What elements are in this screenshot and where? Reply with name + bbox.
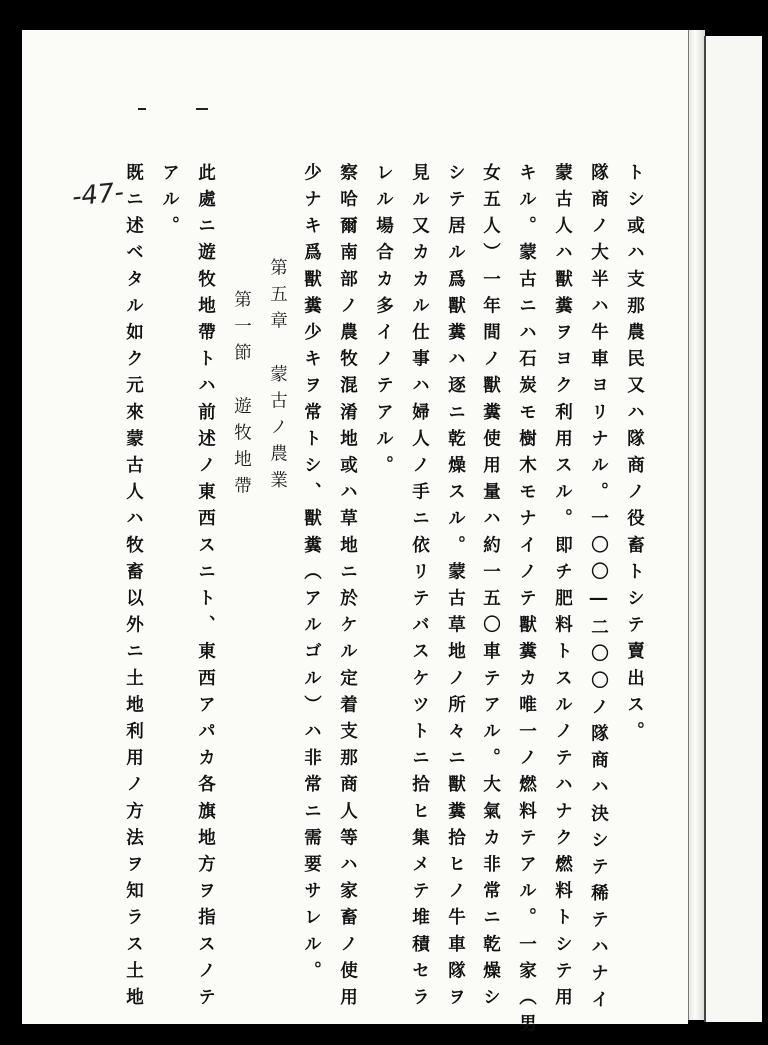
scan-mark bbox=[138, 108, 146, 110]
text-column-14: アル。 bbox=[159, 163, 180, 243]
text-column-10: 少ナキ爲獸糞少キヲ常トシ、獸糞（アルゴル）ハ非常ニ需要サレル。 bbox=[301, 163, 322, 988]
text-column-6: シテ居ル爲獸糞ハ逐ニ乾燥スル。蒙古草地ノ所々ニ獸糞拾ヒノ牛車隊ヲ bbox=[445, 163, 466, 1015]
text-column-5: 女五人）一年間ノ獸糞使用量ハ約一五〇車テアル。大氣カ非常ニ乾燥シ bbox=[480, 163, 501, 1015]
text-column-2: 隊商ノ大半ハ牛車ヨリナル。一〇〇―二〇〇ノ隊商ハ決シテ稀テハナイ bbox=[588, 163, 609, 1017]
text-column-4: キル。蒙古ニハ石炭モ樹木モナイノテ獸糞カ唯一ノ燃料テアル。一家（男 bbox=[516, 163, 537, 1041]
text-column-13: 此處ニ遊牧地帶トハ前述ノ東西スニト、東西アパカ各旗地方ヲ指スノテ bbox=[195, 163, 216, 1015]
text-column-1: トシ或ハ支那農民又ハ隊商ノ役畜トシテ賣出ス。 bbox=[624, 163, 645, 749]
section-heading: 第一節 遊牧地帶 bbox=[231, 290, 252, 503]
chapter-heading: 第五章 蒙古ノ農業 bbox=[267, 258, 288, 498]
scan-border bbox=[0, 1024, 768, 1045]
text-column-3: 蒙古人ハ獸糞ヲヨク利用スル。即チ肥料トスルノテハナク燃料トシテ用 bbox=[552, 163, 573, 1015]
text-column-8: レル場合カ多イノテアル。 bbox=[373, 163, 394, 483]
text-column-9: 察哈爾南部ノ農牧混淆地或ハ草地ニ於ケル定着支那商人等ハ家畜ノ使用 bbox=[337, 163, 358, 1015]
scan-mark bbox=[196, 108, 208, 110]
page-number: -47- bbox=[70, 177, 126, 213]
page-fold bbox=[688, 30, 705, 1020]
adjacent-page-edge bbox=[704, 36, 762, 1022]
text-column-15: 既ニ述ベタル如ク元來蒙古人ハ牧畜以外ニ土地利用ノ方法ヲ知ラス土地 bbox=[123, 163, 144, 1015]
text-column-7: 見ル又カカル仕事ハ婦人ノ手ニ依リテバスケツトニ拾ヒ集メテ堆積セラ bbox=[409, 163, 430, 1015]
